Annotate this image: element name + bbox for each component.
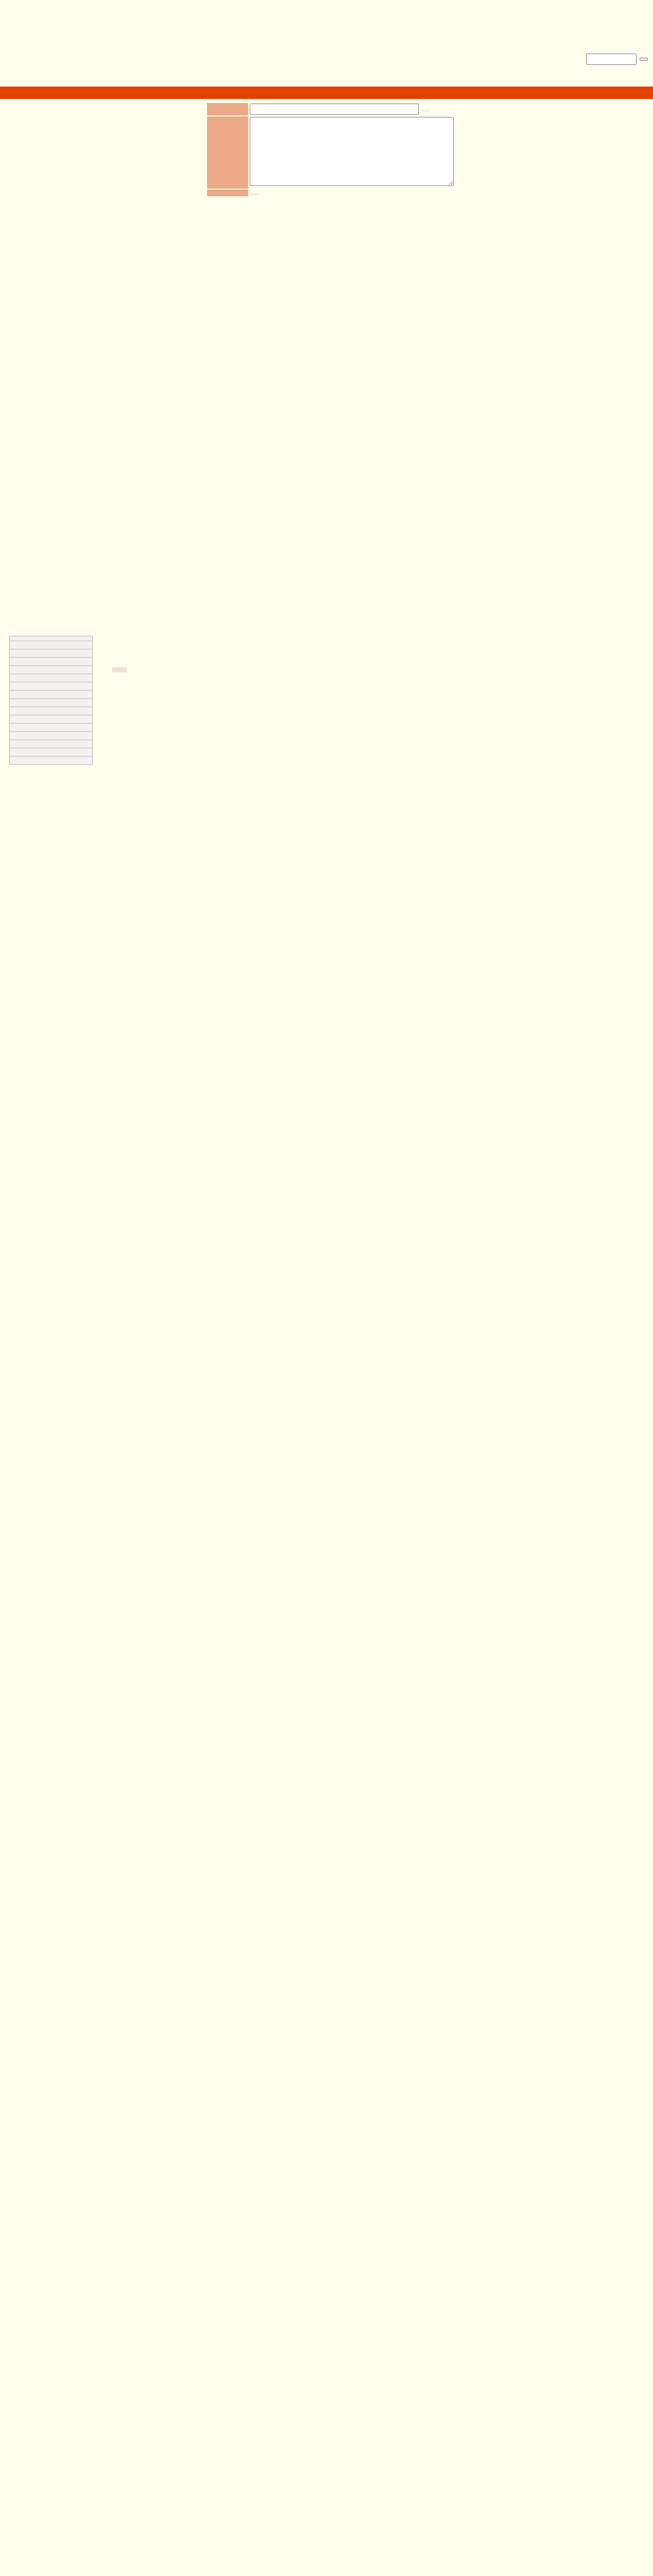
file-label xyxy=(207,190,248,196)
first-reply xyxy=(112,667,127,674)
search-area xyxy=(586,54,651,65)
thread-thumbnail[interactable] xyxy=(9,636,93,765)
comment-label xyxy=(207,116,248,189)
comment-field[interactable] xyxy=(250,117,454,186)
search-input[interactable] xyxy=(586,54,637,65)
reply-mode-bar xyxy=(0,87,653,99)
reply-form xyxy=(206,102,455,197)
submit-button[interactable] xyxy=(421,110,429,112)
email-label xyxy=(207,103,248,115)
email-field[interactable] xyxy=(250,104,419,115)
file-browse-button[interactable] xyxy=(250,193,258,195)
search-button[interactable] xyxy=(640,58,648,61)
original-post xyxy=(102,636,452,643)
